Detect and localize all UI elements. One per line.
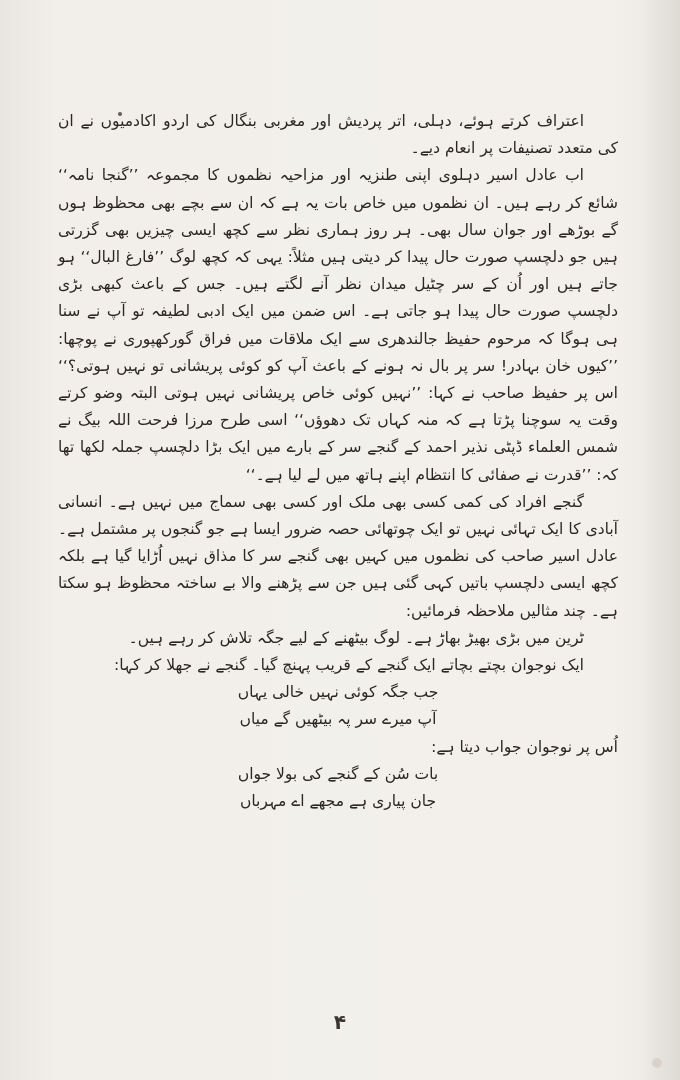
paragraph-awards: اعتراف کرتے ہوئے، دہلی، اتر پردیش اور مغربی بنگال کی اردو اکادمیوں نے ان کی متعدد تصنیفات پر انعام دیے۔ bbox=[58, 112, 618, 158]
paragraph-train: ٹرین میں بڑی بھیڑ بھاڑ ہے۔ لوگ بیٹھنے کے لیے جگہ تلاش کر رہے ہیں۔ bbox=[128, 628, 584, 647]
poem-line: جان پیاری ہے مجھے اے مہرباں bbox=[239, 792, 437, 811]
paper-stain bbox=[652, 1058, 662, 1068]
poem-line: آپ میرے سر پہ بیٹھیں گے میاں bbox=[239, 710, 437, 729]
poem-reply bbox=[58, 761, 618, 815]
poem-bald-man bbox=[58, 679, 618, 733]
reply-intro: اُس پر نوجوان جواب دیتا ہے: bbox=[431, 737, 618, 756]
paragraph-collection: اب عادل اسیر دہلوی اپنی طنزیہ اور مزاحیہ نظموں کا مجموعہ ’’گنجا نامہ‘‘ شائع کر رہے ہیں۔ ان نظموں میں خاص بات یہ ہے کہ ان سے بچے بھی محظوظ ہوں گے بوڑھے اور جوان سال بھی۔ ہر روز ہماری نظر سے کچھ ایسی چیزیں بھی گزرتی ہیں جو دلچسپ صورت حال پیدا کر دیتی ہیں مثلاً: یہی کہ کچھ لوگ ’’فارغ البال‘‘ ہو جاتے ہیں اور اُن کے سر چٹیل میدان نظر آنے لگتے ہیں۔ جس کے باعث کبھی بڑی دلچسپ صورت حال پیدا ہو جاتی ہے۔ اس ضمن میں ایک ادبی لطیفہ تو آپ نے سنا ہی ہوگا کہ مرحوم حفیظ جالندھری سے ایک ملاقات میں فراق گورکھپوری نے پوچھا: ’’کیوں خان بہادر! سر پر بال نہ ہونے کے باعث آپ کو کوئی پریشانی تو نہیں ہوتی؟‘‘ اس پر حفیظ صاحب نے کہا: ’’نہیں کوئی خاص پریشانی نہیں ہوتی البتہ وضو کرتے وقت یہ سوچنا پڑتا ہے کہ منہ کہاں تک دھوؤں‘‘ اسی طرح مرزا فرحت اللہ بیگ نے شمس العلماء ڈپٹی نذیر احمد کے گنجے سر کے بارے میں ایک بڑا دلچسپ جملہ لکھا تھا کہ: ’’قدرت نے صفائی کا انتظام اپنے ہاتھ میں لے لیا ہے۔‘‘ bbox=[58, 166, 618, 484]
paragraph-youth: ایک نوجوان بچتے بچاتے ایک گنجے کے قریب پہنچ گیا۔ گنجے نے جھلا کر کہا: bbox=[114, 656, 584, 675]
page-body bbox=[58, 108, 618, 815]
page-number: ۴ bbox=[333, 1010, 347, 1034]
poem-line: بات سُن کے گنجے کی بولا جواں bbox=[237, 764, 439, 783]
poem-line: جب جگہ کوئی نہیں خالی یہاں bbox=[237, 683, 439, 702]
paragraph-bald-people: گنجے افراد کی کمی کسی بھی ملک اور کسی بھی سماج میں نہیں ہے۔ انسانی آبادی کا ایک تہائی نہیں تو ایک چوتھائی حصہ ضرور ایسا ہے جو گنجوں پر مشتمل ہے۔ عادل اسیر صاحب کی نظموں میں کہیں بھی گنجے سر کا مذاق نہیں اُڑایا گیا ہے بلکہ کچھ ایسی دلچسپ باتیں کہی گئی ہیں جن سے پڑھنے والا بے ساختہ محظوظ ہو سکتا ہے۔ چند مثالیں ملاحظہ فرمائیں: bbox=[58, 492, 618, 620]
